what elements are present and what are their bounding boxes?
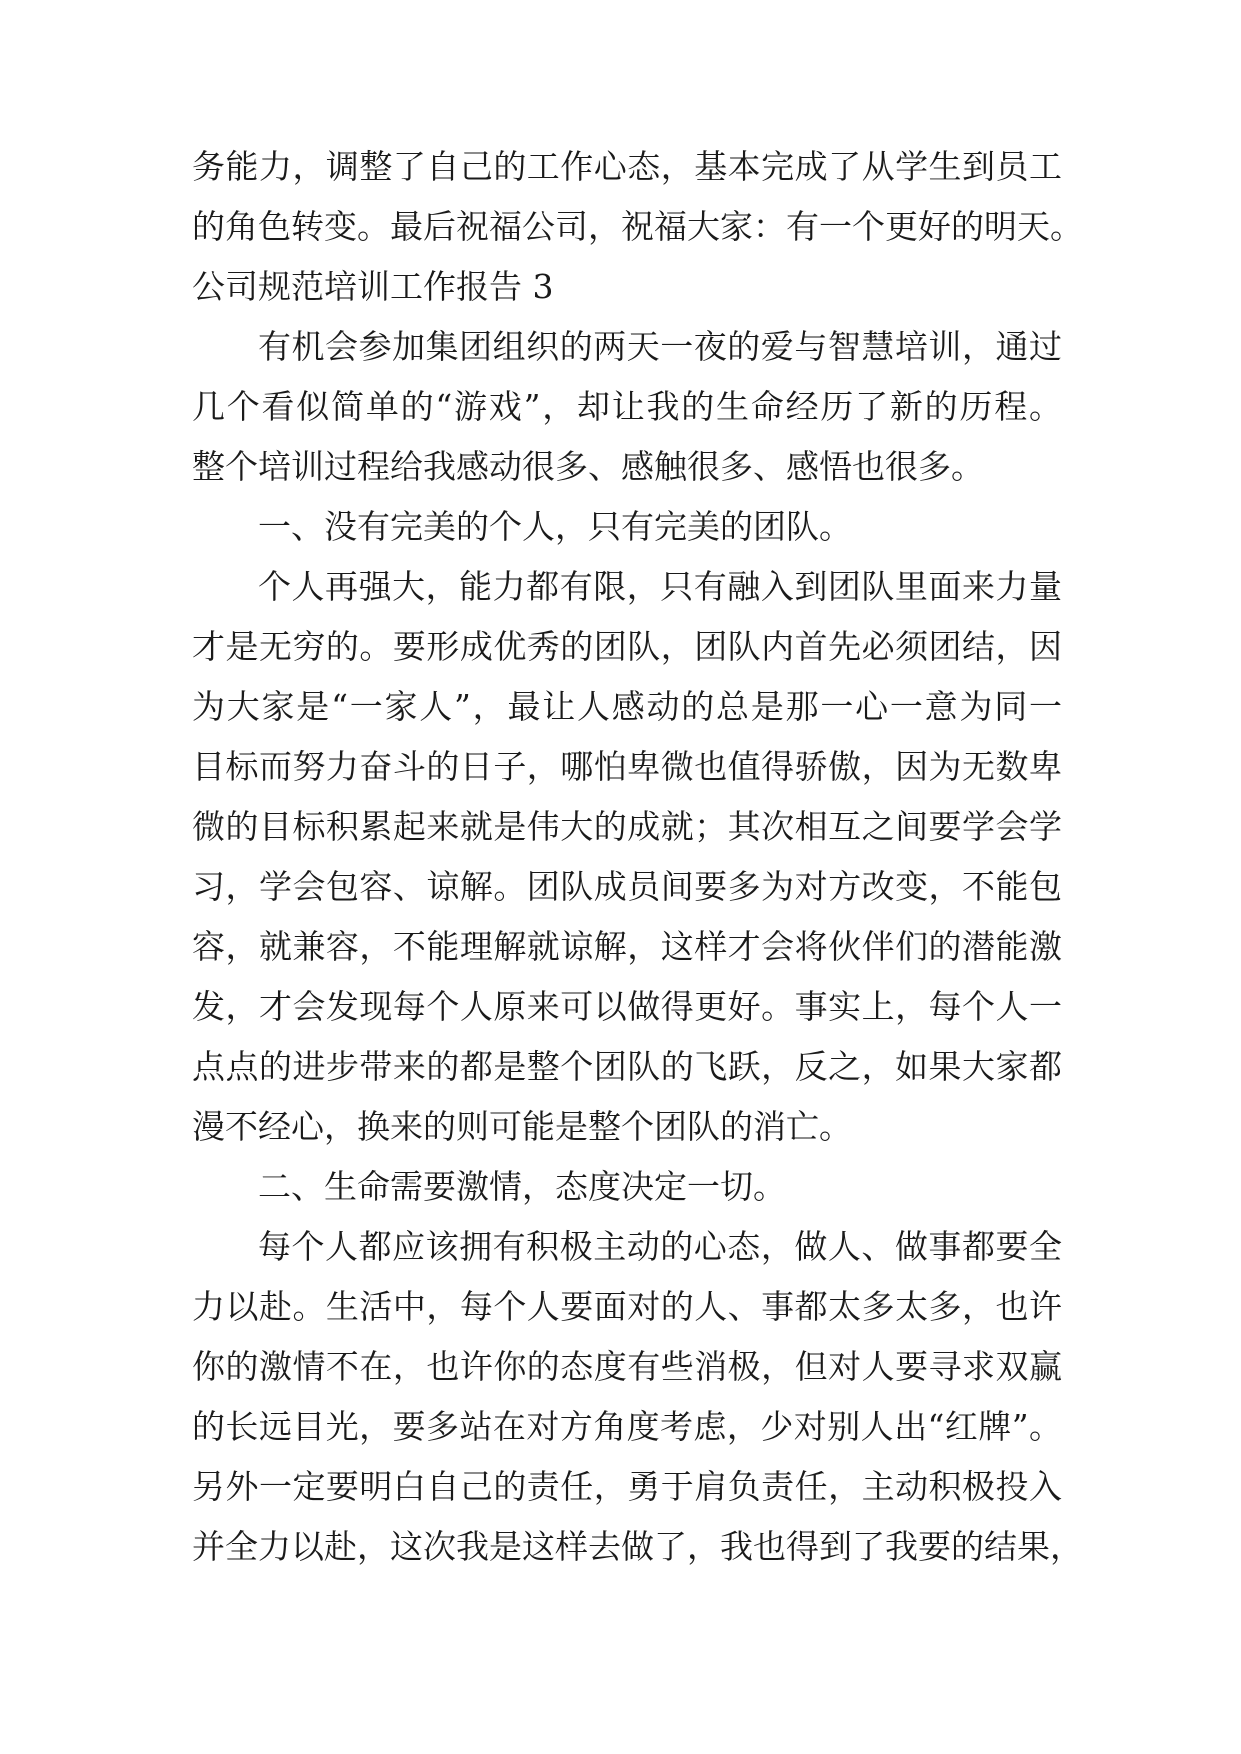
text-line: 个人再强大，能力都有限，只有融入到团队里面来力量 <box>258 567 1062 606</box>
text-line: 务能力，调整了自己的工作心态，基本完成了从学生到员工 <box>192 147 1062 186</box>
text-line: 有机会参加集团组织的两天一夜的爱与智慧培训，通过 <box>258 327 1062 366</box>
text-line: 你的激情不在，也许你的态度有些消极，但对人要寻求双赢 <box>192 1347 1062 1386</box>
text-line: 才是无穷的。要形成优秀的团队，团队内首先必须团结，因 <box>192 627 1062 666</box>
text-line: 几个看似简单的“游戏”，却让我的生命经历了新的历程。 <box>192 387 1062 426</box>
text-line: 为大家是“一家人”，最让人感动的总是那一心一意为同一 <box>192 687 1062 726</box>
text-line: 另外一定要明白自己的责任，勇于肩负责任，主动积极投入 <box>192 1467 1062 1506</box>
text-line: 力以赴。生活中，每个人要面对的人、事都太多太多，也许 <box>192 1287 1062 1326</box>
text-line: 微的目标积累起来就是伟大的成就；其次相互之间要学会学 <box>192 807 1062 846</box>
text-line: 漫不经心，换来的则可能是整个团队的消亡。 <box>192 1107 852 1146</box>
text-line: 每个人都应该拥有积极主动的心态，做人、做事都要全 <box>258 1227 1062 1266</box>
section-title: 公司规范培训工作报告 3 <box>192 267 554 306</box>
text-line: 的角色转变。最后祝福公司，祝福大家：有一个更好的明天。 <box>192 207 1083 246</box>
document-page <box>192 137 1083 1577</box>
text-line: 习，学会包容、谅解。团队成员间要多为对方改变，不能包 <box>192 867 1062 906</box>
text-line: 整个培训过程给我感动很多、感触很多、感悟也很多。 <box>192 447 984 486</box>
text-line: 点点的进步带来的都是整个团队的飞跃，反之，如果大家都 <box>192 1047 1062 1086</box>
text-line: 的长远目光，要多站在对方角度考虑，少对别人出“红牌”。 <box>192 1407 1062 1446</box>
text-line: 发，才会发现每个人原来可以做得更好。事实上，每个人一 <box>192 987 1062 1026</box>
subheading: 二、生命需要激情，态度决定一切。 <box>258 1167 786 1206</box>
text-line: 容，就兼容，不能理解就谅解，这样才会将伙伴们的潜能激 <box>192 927 1062 966</box>
subheading: 一、没有完美的个人，只有完美的团队。 <box>258 507 852 546</box>
text-line: 并全力以赴，这次我是这样去做了，我也得到了我要的结果， <box>192 1527 1083 1566</box>
text-line: 目标而努力奋斗的日子，哪怕卑微也值得骄傲，因为无数卑 <box>192 747 1062 786</box>
